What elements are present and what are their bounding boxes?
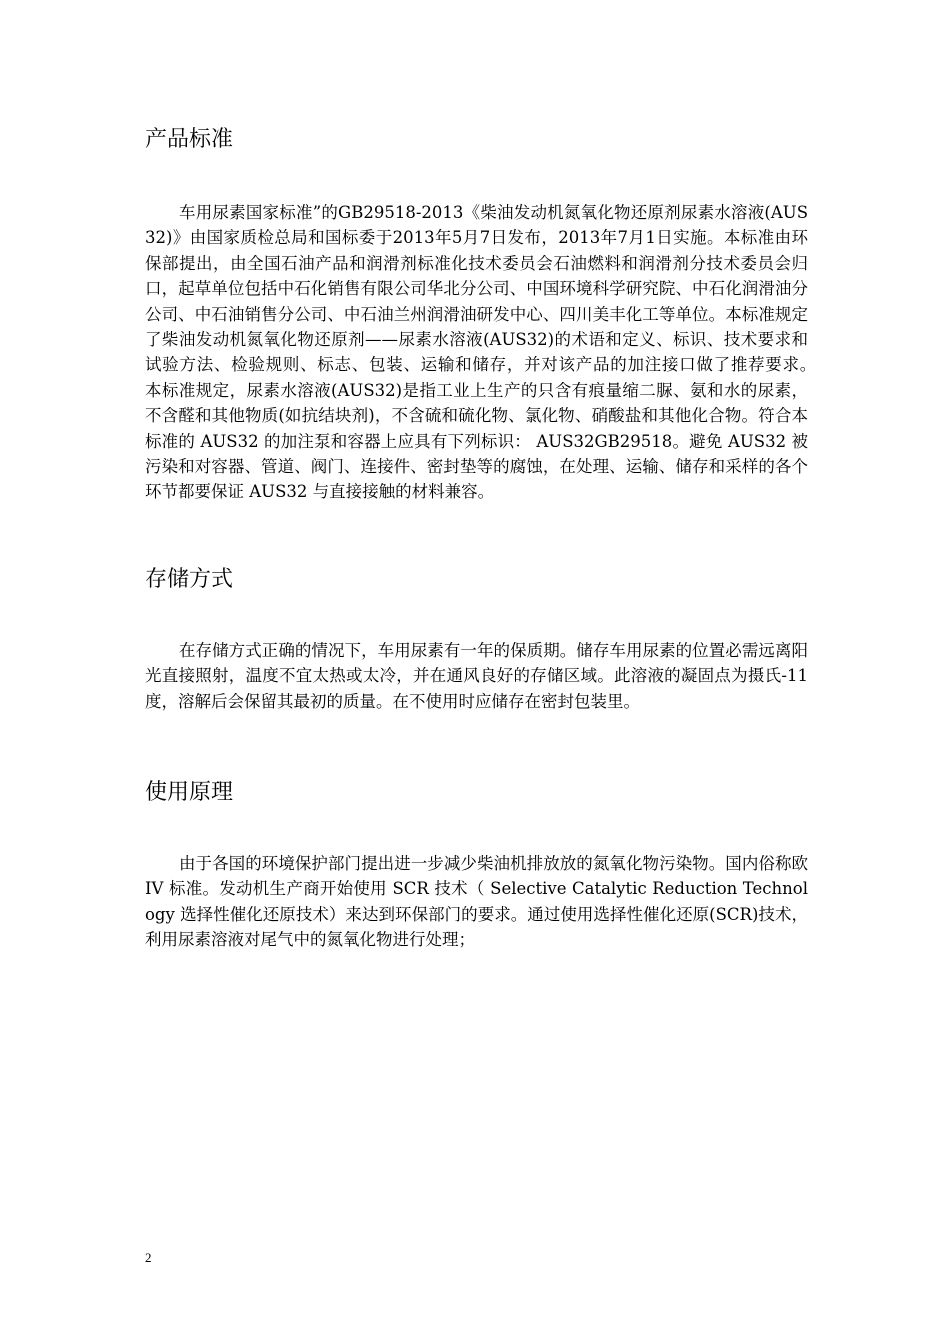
section-heading: 产品标准 bbox=[145, 127, 234, 152]
section-heading: 存储方式 bbox=[145, 567, 234, 592]
section-paragraph: 由于各国的环境保护部门提出进一步减少柴油机排放放的氮氧化物污染物。国内俗称欧 IV 标准。发动机生产商开始使用 SCR 技术（ Selective Catalytic Reduction Technology 选择性催化还原技术）来达到环保部门的要求。通过使用选择性催化还原(SCR)技术，利用尿素溶液对尾气中的氮氧化物进行处理； bbox=[145, 854, 808, 950]
section-heading: 使用原理 bbox=[145, 780, 234, 805]
section-paragraph: 车用尿素国家标准”的GB29518-2013《柴油发动机氮氧化物还原剂尿素水溶液(AUS32)》由国家质检总局和国标委于2013年5月7日发布，2013年7月1日实施。本标准由环保部提出，由全国石油产品和润滑剂标准化技术委员会石油燃料和润滑剂分技术委员会归口，起草单位包括中石化销售有限公司华北分公司、中国环境科学研究院、中石化润滑油分公司、中石油销售分公司、中石油兰州润滑油研发中心、四川美丰化工等单位。本标准规定了柴油发动机氮氧化物还原剂——尿素水溶液(AUS32)的术语和定义、标识、技术要求和试验方法、检验规则、标志、包装、运输和储存，并对该产品的加注接口做了推荐要求。 本标准规定，尿素水溶液(AUS32)是指工业上生产的只含有痕量缩二脲、氨和水的尿素，不含醛和其他物质(如抗结块剂)，不含硫和硫化物、氯化物、硝酸盐和其他化合物。符合本标准的 AUS32 的加注泵和容器上应具有下列标识： AUS32GB29518。避免 AUS32 被污染和对容器、管道、阀门、连接件、密封垫等的腐蚀，在处理、运输、储存和采样的各个环节都要保证 AUS32 与直接接触的材料兼容。 bbox=[145, 203, 841, 502]
page-number: 2 bbox=[145, 1250, 152, 1265]
section-paragraph: 在存储方式正确的情况下，车用尿素有一年的保质期。储存车用尿素的位置必需远离阳光直接照射，温度不宜太热或太冷，并在通风良好的存储区域。此溶液的凝固点为摄氏-11度，溶解后会保留其最初的质量。在不使用时应储存在密封包装里。 bbox=[145, 641, 808, 711]
